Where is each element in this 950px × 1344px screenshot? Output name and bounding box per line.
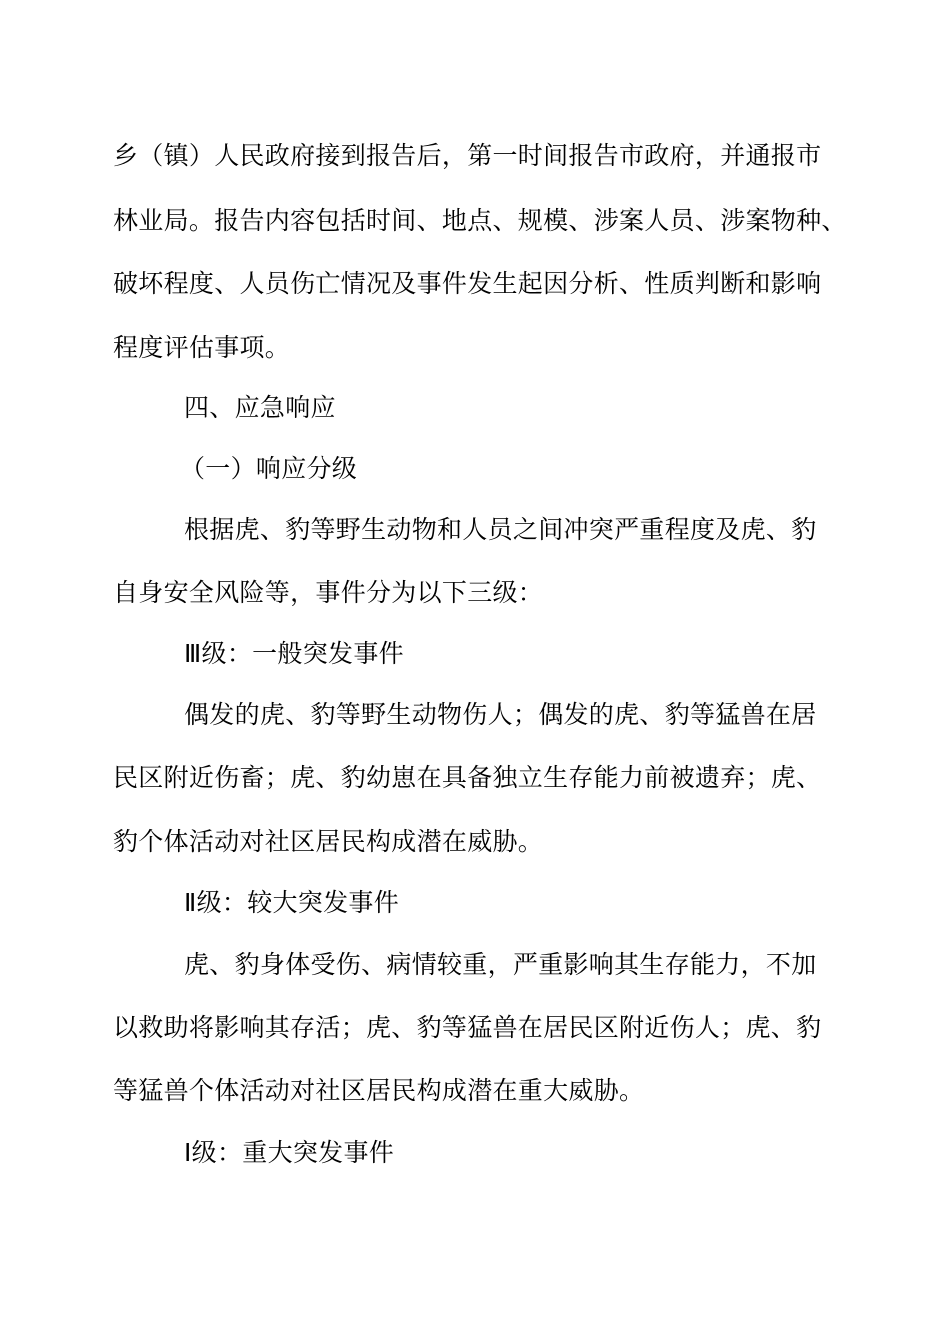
section-heading: 四、应急响应 xyxy=(184,393,336,422)
level-heading: Ⅱ级：较大突发事件 xyxy=(184,888,400,917)
subsection-heading: （一）响应分级 xyxy=(180,454,358,483)
paragraph-line: 以救助将影响其存活；虎、豹等猛兽在居民区附近伤人；虎、豹 xyxy=(113,1013,822,1042)
paragraph-line: 程度评估事项。 xyxy=(113,333,291,362)
paragraph-line: 等猛兽个体活动对社区居民构成潜在重大威胁。 xyxy=(113,1076,645,1105)
paragraph-line: 乡（镇）人民政府接到报告后，第一时间报告市政府，并通报市 xyxy=(113,141,822,170)
level-heading: Ⅰ级：重大突发事件 xyxy=(184,1138,395,1167)
level-heading: Ⅲ级：一般突发事件 xyxy=(184,639,404,668)
paragraph-line: 自身安全风险等，事件分为以下三级： xyxy=(113,578,544,607)
paragraph-line: 虎、豹身体受伤、病情较重，严重影响其生存能力，不加 xyxy=(184,950,817,979)
paragraph-line: 偶发的虎、豹等野生动物伤人；偶发的虎、豹等猛兽在居 xyxy=(184,700,817,729)
paragraph-line: 根据虎、豹等野生动物和人员之间冲突严重程度及虎、豹 xyxy=(184,515,817,544)
paragraph-line: 民区附近伤畜；虎、豹幼崽在具备独立生存能力前被遗弃；虎、 xyxy=(113,763,822,792)
paragraph-line: 破坏程度、人员伤亡情况及事件发生起因分析、性质判断和影响 xyxy=(113,269,822,298)
paragraph-line: 豹个体活动对社区居民构成潜在威胁。 xyxy=(113,827,544,856)
paragraph-line: 林业局。报告内容包括时间、地点、规模、涉案人员、涉案物种、 xyxy=(113,206,847,235)
